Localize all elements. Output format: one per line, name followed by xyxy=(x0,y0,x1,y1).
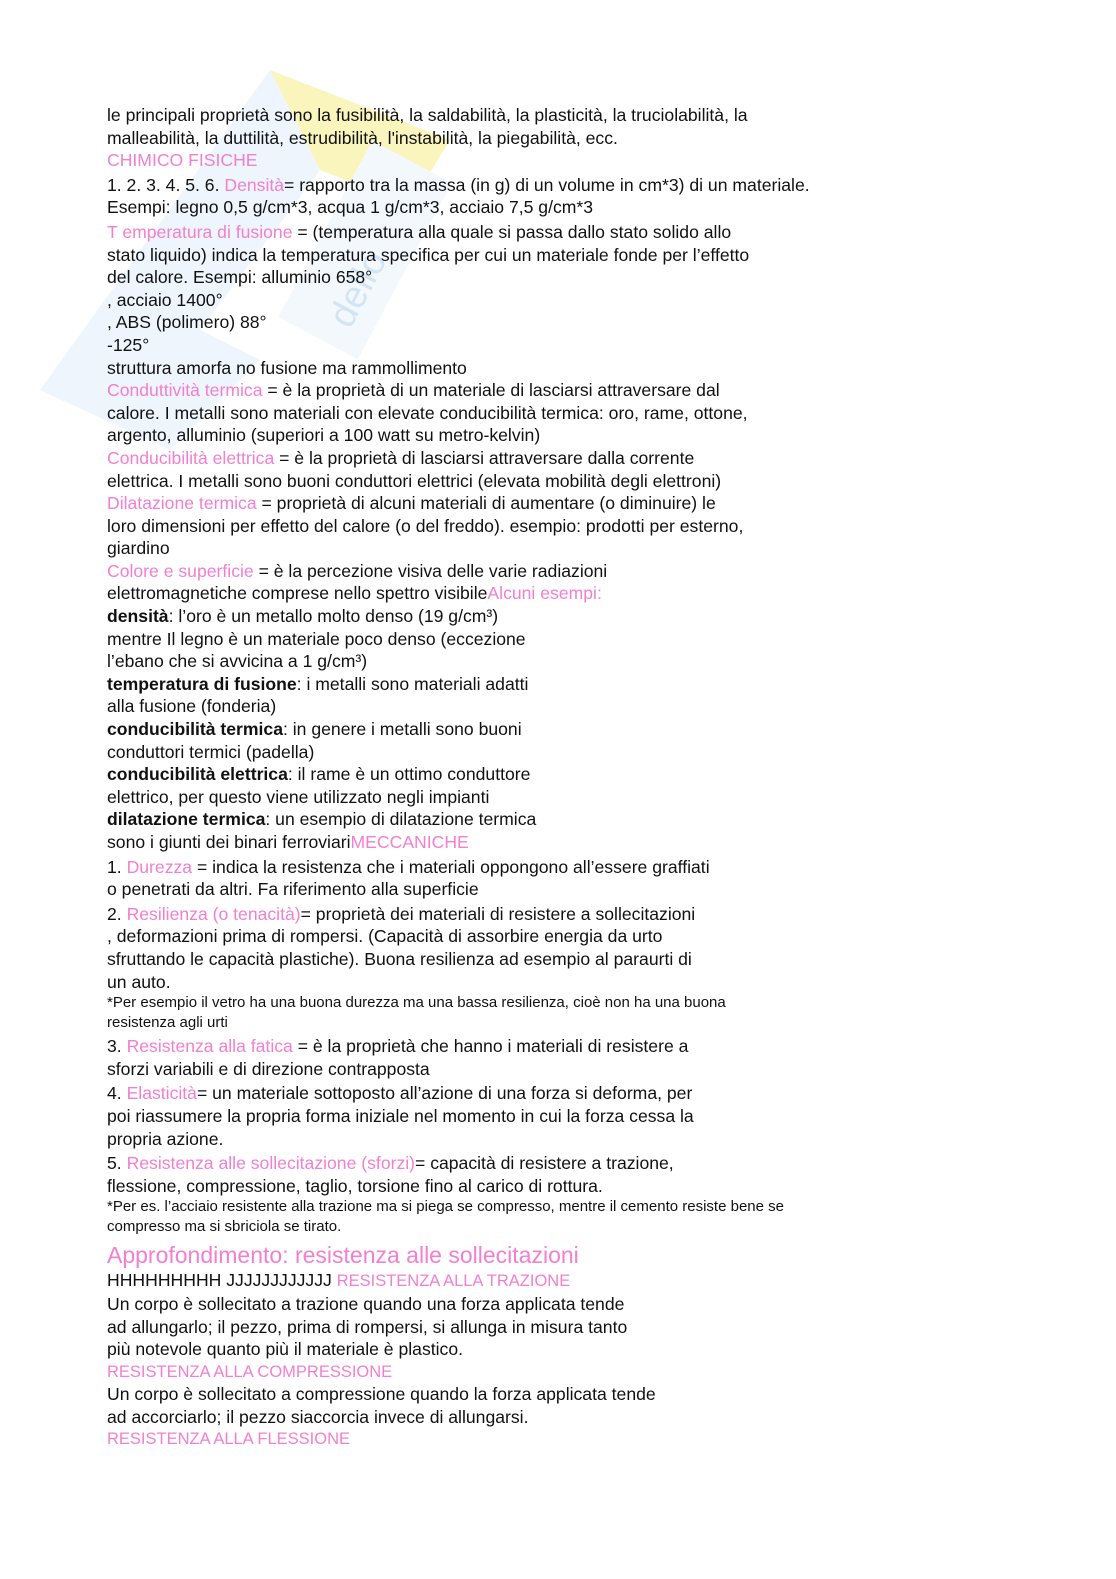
heading-resistenza-compressione: RESISTENZA ALLA COMPRESSIONE xyxy=(107,1362,393,1381)
text-line: sforzi variabili e di direzione contrapposta xyxy=(107,1058,430,1079)
footnote-line: *Per es. l’acciaio resistente alla trazione ma si piega se compresso, mentre il cemento resiste bene se xyxy=(107,1198,784,1216)
text-line: propria azione. xyxy=(107,1128,224,1149)
text-line: densità: l’oro è un metallo molto denso (19 g/cm³) xyxy=(107,606,499,627)
term-elasticita: Elasticità xyxy=(126,1083,197,1104)
text-line: ad accorciarlo; il pezzo siaccorcia invece di allungarsi. xyxy=(107,1406,529,1427)
text-line: 4. Elasticità= un materiale sottoposto all’azione di una forza si deforma, per xyxy=(107,1083,693,1104)
text-line: , ABS (polimero) 88° xyxy=(107,312,267,333)
text-line: conducibilità elettrica: il rame è un ottimo conduttore xyxy=(107,764,531,785)
text-line: calore. I metalli sono materiali con elevate conducibilità termica: oro, rame, ottone, xyxy=(107,402,748,423)
text-line: conducibilità termica: in genere i metalli sono buoni xyxy=(107,719,522,740)
text-line: 5. Resistenza alle sollecitazione (sforzi)= capacità di resistere a trazione, xyxy=(107,1153,674,1174)
text-line: del calore. Esempi: alluminio 658° xyxy=(107,267,373,288)
text-line: struttura amorfa no fusione ma rammollimento xyxy=(107,357,467,378)
term-temperatura-fusione: T emperatura di fusione xyxy=(107,221,293,242)
text-line: l’ebano che si avvicina a 1 g/cm³) xyxy=(107,651,368,672)
term-densita: Densità xyxy=(224,174,285,195)
text-line: elettrico, per questo viene utilizzato negli impianti xyxy=(107,786,490,807)
text-line: elettrica. I metalli sono buoni conduttori elettrici (elevata mobilità degli elettroni) xyxy=(107,470,722,491)
heading-approfondimento: Approfondimento: resistenza alle sollecitazioni xyxy=(107,1242,579,1269)
text-line: dilatazione termica: un esempio di dilatazione termica xyxy=(107,809,537,830)
text-line: Un corpo è sollecitato a trazione quando una forza applicata tende xyxy=(107,1293,625,1314)
text-line: HHHHHHHHH JJJJJJJJJJJJ RESISTENZA ALLA TRAZIONE xyxy=(107,1270,571,1291)
text-line: alla fusione (fonderia) xyxy=(107,696,277,717)
section-heading-meccaniche: MECCANICHE xyxy=(350,832,469,852)
text-line: 2. Resilienza (o tenacità)= proprietà dei materiali di resistere a sollecitazioni xyxy=(107,903,696,924)
footnote-line: *Per esempio il vetro ha una buona durezza ma una bassa resilienza, cioè non ha una buona xyxy=(107,994,726,1012)
text-line: Dilatazione termica = proprietà di alcuni materiali di aumentare (o diminuire) le xyxy=(107,493,716,514)
text-line: loro dimensioni per effetto del calore (o del freddo). esempio: prodotti per esterno, xyxy=(107,515,744,536)
text-line: poi riassumere la propria forma iniziale nel momento in cui la forza cessa la xyxy=(107,1105,694,1126)
text-line: elettromagnetiche comprese nello spettro visibileAlcuni esempi: xyxy=(107,583,602,604)
text-line: Colore e superficie = è la percezione visiva delle varie radiazioni xyxy=(107,560,608,581)
text-line: ad allungarlo; il pezzo, prima di rompersi, si allunga in misura tanto xyxy=(107,1316,628,1337)
term-resistenza-sollecitazione: Resistenza alle sollecitazione (sforzi) xyxy=(126,1153,416,1174)
heading-alcuni-esempi: Alcuni esempi: xyxy=(487,583,602,604)
text-line: Conduttività termica = è la proprietà di un materiale di lasciarsi attraversare dal xyxy=(107,380,720,401)
text-line: conduttori termici (padella) xyxy=(107,741,315,762)
term-conduttivita-termica: Conduttività termica xyxy=(107,380,263,401)
text-line: un auto. xyxy=(107,971,171,992)
heading-resistenza-flessione: RESISTENZA ALLA FLESSIONE xyxy=(107,1430,351,1449)
term-colore-superficie: Colore e superficie xyxy=(107,560,254,581)
text-line: argento, alluminio (superiori a 100 watt su metro-kelvin) xyxy=(107,425,541,446)
text-line: , deformazioni prima di rompersi. (Capacità di assorbire energia da urto xyxy=(107,926,663,947)
term-resistenza-fatica: Resistenza alla fatica xyxy=(126,1036,293,1057)
text-line: , acciaio 1400° xyxy=(107,289,223,310)
text-line: più notevole quanto più il materiale è plastico. xyxy=(107,1339,464,1360)
text-line: 3. Resistenza alla fatica = è la proprietà che hanno i materiali di resistere a xyxy=(107,1036,689,1057)
text-line: flessione, compressione, taglio, torsione fino al carico di rottura. xyxy=(107,1175,603,1196)
section-heading-chimico-fisiche: CHIMICO FISICHE xyxy=(107,150,258,171)
text-line: giardino xyxy=(107,538,170,559)
text-line: sfruttando le capacità plastiche). Buona resilienza ad esempio al paraurti di xyxy=(107,948,692,969)
footnote-line: resistenza agli urti xyxy=(107,1014,228,1032)
term-resilienza: Resilienza (o tenacità) xyxy=(126,903,301,924)
footnote-line: compresso ma si sbriciola se tirato. xyxy=(107,1218,342,1236)
text-line: 1. 2. 3. 4. 5. 6. Densità= rapporto tra la massa (in g) di un volume in cm*3) di un materiale. xyxy=(107,174,810,195)
term-dilatazione-termica: Dilatazione termica xyxy=(107,493,257,514)
text-line: Conducibilità elettrica = è la proprietà di lasciarsi attraversare dalla corrente xyxy=(107,447,695,468)
text-line: le principali proprietà sono la fusibilità, la saldabilità, la plasticità, la truciolabilità, la xyxy=(107,105,748,125)
text-line: Esempi: legno 0,5 g/cm*3, acqua 1 g/cm*3, acciaio 7,5 g/cm*3 xyxy=(107,197,594,218)
text-line: -125° xyxy=(107,334,150,355)
text-line: malleabilità, la duttilità, estrudibilità, l'instabilità, la piegabilità, ecc. xyxy=(107,127,618,148)
text-line: T emperatura di fusione = (temperatura alla quale si passa dallo stato solido allo xyxy=(107,221,732,242)
watermark-text: dello xyxy=(320,243,396,335)
term-durezza: Durezza xyxy=(126,856,193,877)
text-line: sono i giunti dei binari ferroviariMECCANICHE xyxy=(107,832,469,852)
text-line: mentre Il legno è un materiale poco denso (eccezione xyxy=(107,628,526,649)
document-body xyxy=(107,104,977,1451)
term-conducibilita-elettrica: Conducibilità elettrica xyxy=(107,447,275,468)
text-line: temperatura di fusione: i metalli sono materiali adatti xyxy=(107,673,529,694)
text-line: Un corpo è sollecitato a compressione quando la forza applicata tende xyxy=(107,1384,656,1405)
text-line: stato liquido) indica la temperatura specifica per cui un materiale fonde per l’effetto xyxy=(107,244,750,265)
text-line: 1. Durezza = indica la resistenza che i materiali oppongono all’essere graffiati xyxy=(107,856,710,877)
heading-resistenza-trazione: RESISTENZA ALLA TRAZIONE xyxy=(336,1272,571,1291)
text-line: o penetrati da altri. Fa riferimento alla superficie xyxy=(107,879,479,900)
